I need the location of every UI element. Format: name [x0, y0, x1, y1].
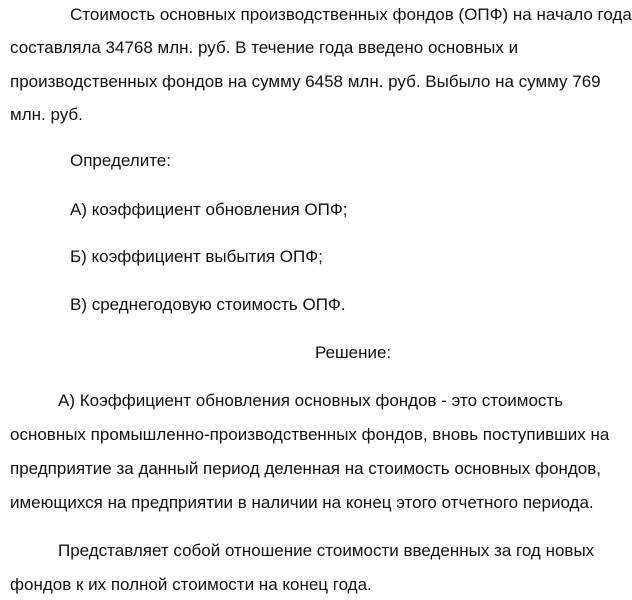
problem-line-1: Стоимость основных производственных фондов (ОПФ) на начало года — [70, 5, 632, 24]
solution-p1-line-1: А) Коэффициент обновления основных фондов - это стоимость — [58, 391, 564, 410]
solution-p2-line-1: Представляет собой отношение стоимости введенных за год новых — [58, 541, 595, 560]
solution-p2-line-2: фондов к их полной стоимости на конец года. — [10, 575, 372, 594]
problem-line-3: производственных фондов на сумму 6458 млн. руб. Выбыло на сумму 769 — [10, 72, 601, 91]
determine-label: Определите: — [70, 151, 171, 170]
task-item-c: В) среднегодовую стоимость ОПФ. — [70, 295, 346, 314]
solution-p1-line-4: имеющихся на предприятии в наличии на конец этого отчетного периода. — [10, 493, 594, 512]
task-item-b: Б) коэффициент выбытия ОПФ; — [70, 247, 323, 266]
solution-p1-line-3: предприятие за данный период деленная на стоимость основных фондов, — [10, 459, 601, 478]
problem-line-2: составляла 34768 млн. руб. В течение года введено основных и — [10, 38, 519, 57]
problem-line-4: млн. руб. — [10, 105, 83, 124]
task-item-a: А) коэффициент обновления ОПФ; — [70, 200, 348, 219]
solution-heading: Решение: — [315, 343, 392, 362]
solution-p1-line-2: основных промышленно-производственных фондов, вновь поступивших на — [10, 425, 610, 444]
